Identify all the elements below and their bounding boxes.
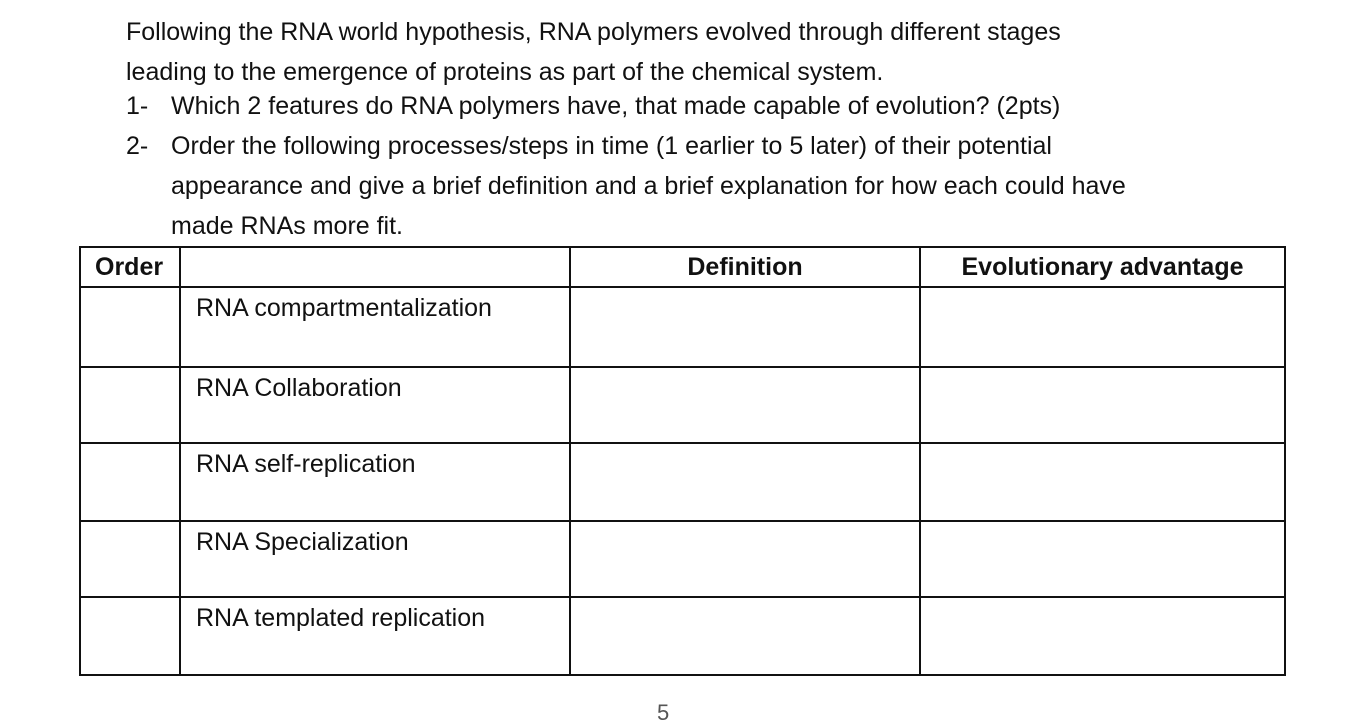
definition-cell[interactable] <box>570 367 920 443</box>
definition-cell[interactable] <box>570 597 920 675</box>
order-cell[interactable] <box>80 443 180 521</box>
process-cell: RNA templated replication <box>180 597 570 675</box>
advantage-cell[interactable] <box>920 597 1285 675</box>
page-number: 5 <box>657 700 670 725</box>
process-cell: RNA Specialization <box>180 521 570 597</box>
order-cell[interactable] <box>80 367 180 443</box>
question-2-line-2: appearance and give a brief definition and a brief explanation for how each could have <box>171 172 1126 200</box>
question-2-line-3: made RNAs more fit. <box>171 212 404 240</box>
question-2-line-1: Order the following processes/steps in time (1 earlier to 5 later) of their potential <box>171 132 1052 160</box>
header-process <box>180 247 570 287</box>
table-row <box>80 521 1285 597</box>
advantage-cell[interactable] <box>920 287 1285 367</box>
table-row <box>80 367 1285 443</box>
intro-line-1: Following the RNA world hypothesis, RNA polymers evolved through different stages <box>126 18 1061 46</box>
order-cell[interactable] <box>80 597 180 675</box>
advantage-cell[interactable] <box>920 521 1285 597</box>
definition-cell[interactable] <box>570 443 920 521</box>
table-row <box>80 287 1285 367</box>
advantage-cell[interactable] <box>920 367 1285 443</box>
intro-paragraph <box>126 12 1276 92</box>
process-cell: RNA self-replication <box>180 443 570 521</box>
table-header-row <box>80 247 1285 287</box>
question-1-text: Which 2 features do RNA polymers have, that made capable of evolution? (2pts) <box>171 92 1061 120</box>
order-cell[interactable] <box>80 521 180 597</box>
order-cell[interactable] <box>80 287 180 367</box>
table-row <box>80 597 1285 675</box>
intro-line-2: leading to the emergence of proteins as part of the chemical system. <box>126 58 884 86</box>
question-2-number: 2- <box>126 132 149 160</box>
header-order: Order <box>80 247 180 287</box>
question-2-text <box>171 126 1251 246</box>
question-1-number: 1- <box>126 92 149 120</box>
header-advantage: Evolutionary advantage <box>920 247 1285 287</box>
table-row <box>80 443 1285 521</box>
header-definition: Definition <box>570 247 920 287</box>
definition-cell[interactable] <box>570 287 920 367</box>
process-cell: RNA Collaboration <box>180 367 570 443</box>
process-cell: RNA compartmentalization <box>180 287 570 367</box>
definition-cell[interactable] <box>570 521 920 597</box>
process-table <box>79 246 1286 676</box>
advantage-cell[interactable] <box>920 443 1285 521</box>
